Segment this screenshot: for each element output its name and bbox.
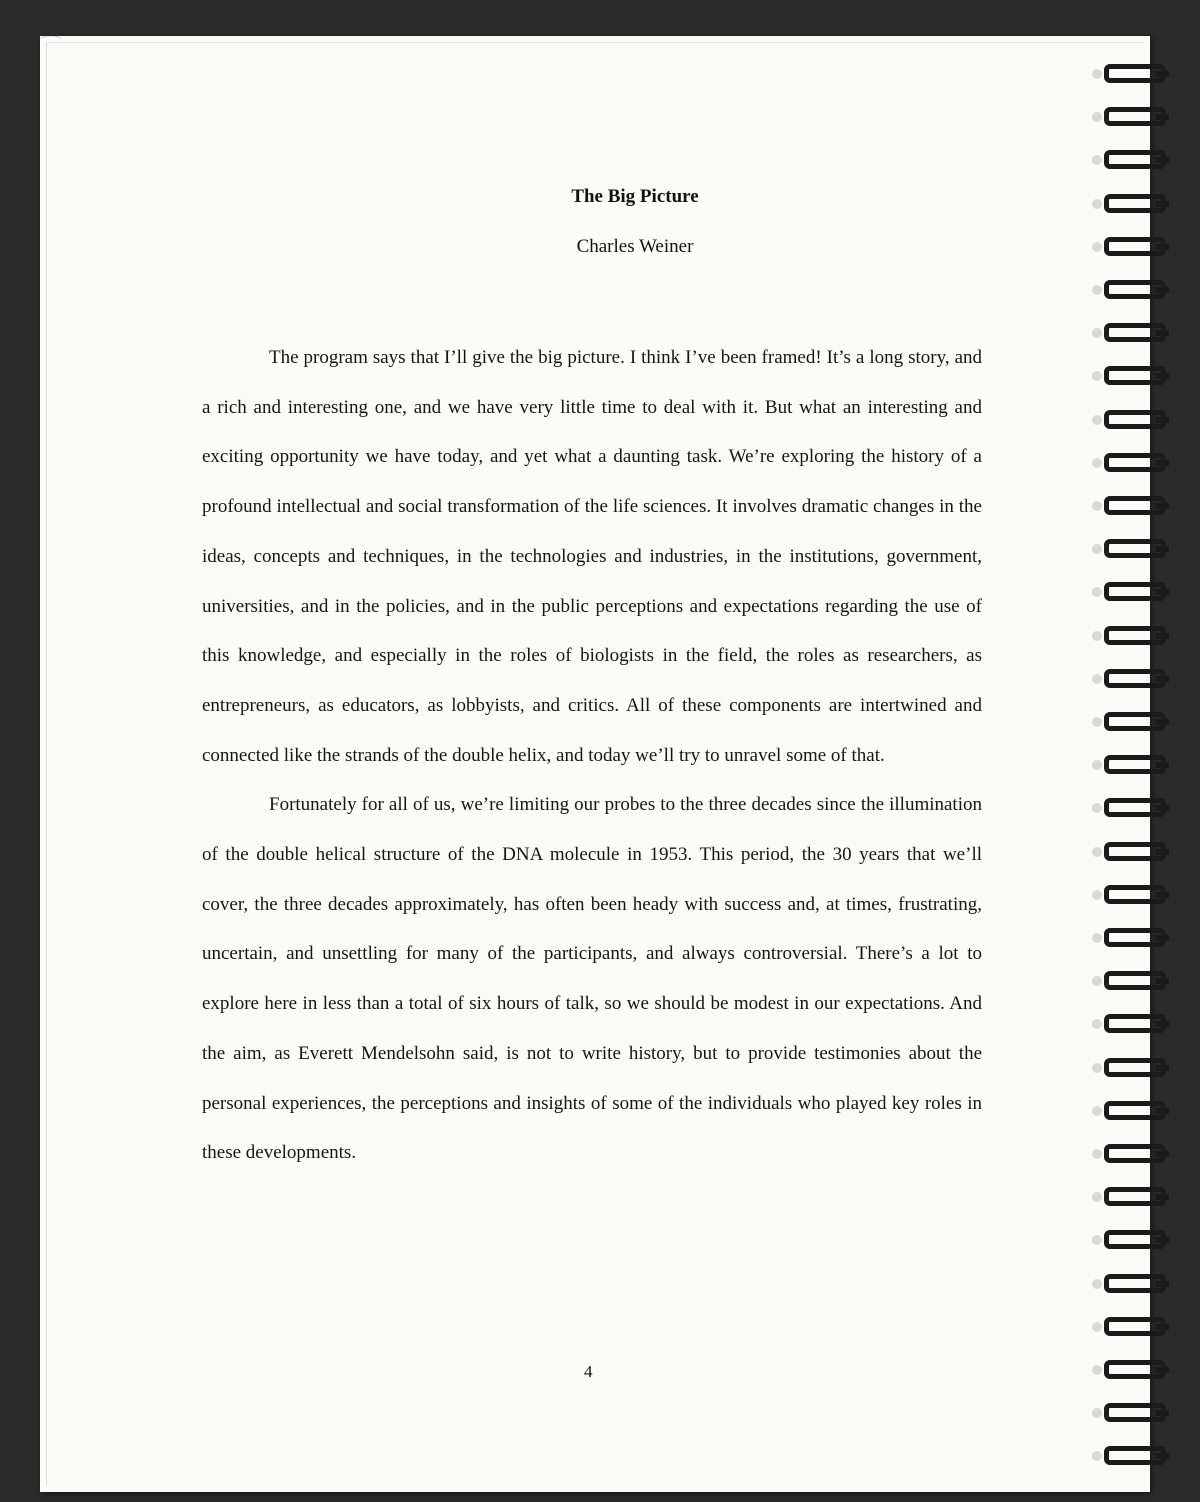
binding-hole [1092, 587, 1102, 597]
binding-coil [1104, 928, 1166, 947]
binding-coil [1104, 1446, 1166, 1465]
binding-coil [1104, 496, 1166, 515]
binding-coil [1104, 64, 1166, 83]
document-title: The Big Picture [571, 186, 699, 207]
binding-hole [1092, 1106, 1102, 1116]
binding-hole [1092, 112, 1102, 122]
binding-hole [1092, 1019, 1102, 1029]
binding-coil [1104, 1101, 1166, 1120]
binding-coil [1104, 842, 1166, 861]
binding-coil [1104, 107, 1166, 126]
binding-hole [1092, 890, 1102, 900]
binding-coil [1104, 280, 1166, 299]
binding-coil [1104, 323, 1166, 342]
binding-hole [1092, 371, 1102, 381]
binding-coil [1104, 366, 1166, 385]
binding-hole [1092, 1279, 1102, 1289]
binding-coil [1104, 539, 1166, 558]
binding-coil [1104, 626, 1166, 645]
binding-hole [1092, 1063, 1102, 1073]
binding-coil [1104, 1274, 1166, 1293]
paragraph-2: Fortunately for all of us, we’re limiting our probes to the three decades since the illumination of the double helical structure of the DNA molecule in 1953. This period, the 30 years that we’ll cover, the three decades approximately, has often been heady with success and, at times, frustrating, uncertain, and unsettling for many of the participants, and always controversial. There’s a lot to explore here in less than a total of six hours of talk, so we should be modest in our expectations. And the aim, as Everett Mendelsohn said, is not to write history, but to provide testimonies about the personal experiences, the perceptions and insights of some of the individuals who played key roles in these developments. [202, 794, 982, 1164]
binding-hole [1092, 1365, 1102, 1375]
binding-coil [1104, 1144, 1166, 1163]
binding-hole [1092, 1235, 1102, 1245]
paragraph-1: The program says that I’ll give the big picture. I think I’ve been framed! It’s a long story, and a rich and interesting one, and we have very little time to deal with it. But what an interesting and exciting opportunity we have today, and yet what a daunting task. We’re exploring the history of a profound intellectual and social transformation of the life sciences. It involves dramatic changes in the ideas, concepts and techniques, in the technologies and industries, in the institutions, government, universities, and in the policies, and in the public perceptions and expectations regarding the use of this knowledge, and especially in the roles of biologists in the field, the roles as researchers, as entrepreneurs, as educators, as lobbyists, and critics. All of these components are intertwined and connected like the strands of the double helix, and today we’ll try to unravel some of that. [202, 347, 982, 766]
binding-hole [1092, 847, 1102, 857]
binding-coil [1104, 237, 1166, 256]
binding-coil [1104, 1230, 1166, 1249]
spiral-binding [1090, 0, 1200, 1502]
document-author: Charles Weiner [576, 236, 694, 257]
binding-hole [1092, 1149, 1102, 1159]
binding-coil [1104, 453, 1166, 472]
binding-hole [1092, 1408, 1102, 1418]
binding-hole [1092, 544, 1102, 554]
corner-pencil-mark: ⌒ [40, 36, 63, 60]
binding-hole [1092, 458, 1102, 468]
binding-hole [1092, 69, 1102, 79]
binding-hole [1092, 631, 1102, 641]
binding-hole [1092, 242, 1102, 252]
binding-coil [1104, 755, 1166, 774]
document-body [202, 333, 982, 1178]
binding-hole [1092, 328, 1102, 338]
binding-coil [1104, 1058, 1166, 1077]
binding-coil [1104, 1014, 1166, 1033]
binding-hole [1092, 199, 1102, 209]
binding-coil [1104, 410, 1166, 429]
binding-hole [1092, 933, 1102, 943]
binding-hole [1092, 1322, 1102, 1332]
binding-hole [1092, 760, 1102, 770]
binding-coil [1104, 150, 1166, 169]
binding-hole [1092, 285, 1102, 295]
binding-hole [1092, 1451, 1102, 1461]
binding-coil [1104, 1403, 1166, 1422]
page-number: 4 [584, 1362, 593, 1381]
binding-coil [1104, 798, 1166, 817]
binding-coil [1104, 1317, 1166, 1336]
binding-coil [1104, 885, 1166, 904]
binding-hole [1092, 155, 1102, 165]
binding-hole [1092, 674, 1102, 684]
document-page [40, 36, 1150, 1492]
binding-coil [1104, 1360, 1166, 1379]
binding-hole [1092, 1192, 1102, 1202]
binding-coil [1104, 971, 1166, 990]
binding-coil [1104, 582, 1166, 601]
binding-hole [1092, 717, 1102, 727]
binding-coil [1104, 669, 1166, 688]
binding-hole [1092, 976, 1102, 986]
binding-coil [1104, 194, 1166, 213]
binding-hole [1092, 803, 1102, 813]
binding-coil [1104, 712, 1166, 731]
binding-hole [1092, 501, 1102, 511]
binding-coil [1104, 1187, 1166, 1206]
binding-hole [1092, 415, 1102, 425]
